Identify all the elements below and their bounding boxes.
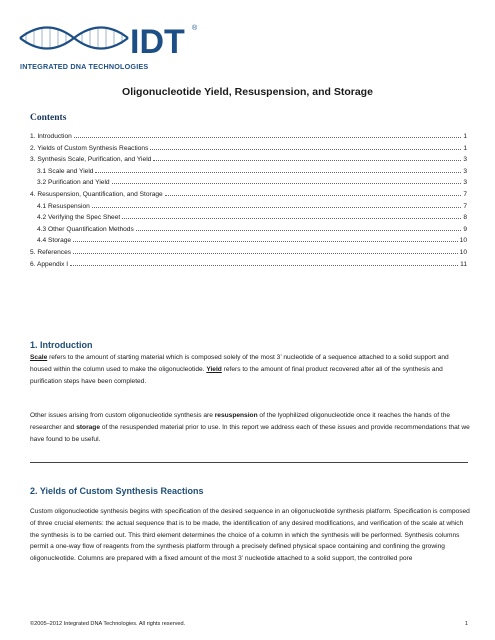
term-resuspension: resuspension [214,412,258,419]
toc-entry-label: 2. Yields of Custom Synthesis Reactions [30,144,149,152]
section-divider [30,462,468,463]
dna-helix-icon [20,28,128,49]
intro-paragraph-1: Scale refers to the amount of starting material which is composed solely of the most 3’ nucleotide of a sequence attached to a solid support and housed within the column used to make the oligonucleotide. Yield refers to the amount of final product recovered after all of the synthesis and purification steps have been completed. [30,354,449,385]
yields-paragraph-1: Custom oligonucleotide synthesis begins with specification of the desired sequence in an oligonucleotide synthesis platform. Specification is composed of three crucial elements: the actual sequence that is to be made, the identification of any desired modifications, and verification of the scale at which the synthesis is to be carried out. This third element determines the choice of a column in which the synthesis will be performed. Synthesis columns permit a one-way flow of reagents from the synthesis platform through a precisely defined physical space containing and confining the growing oligonucleotide. Columns are prepared with a fixed amount of the most 3’ nucleotide attached to a solid support, the controlled pore [30,508,470,563]
toc-entry-page: 7 [463,190,467,198]
toc-leader-dots [136,230,462,231]
toc-leader-dots [165,195,462,196]
toc-leader-dots [112,183,462,184]
table-of-contents [30,131,467,270]
term-yield: Yield [206,365,222,373]
toc-entry[interactable] [30,259,467,271]
term-scale: Scale [30,354,48,361]
section-heading-introduction: 1. Introduction [30,340,93,350]
toc-entry[interactable] [30,235,467,247]
toc-entry-label: 6. Appendix I [30,260,69,268]
toc-entry-page: 11 [460,260,467,268]
toc-entry-label: 3.1 Scale and Yield [37,167,94,175]
section-heading-yields: 2. Yields of Custom Synthesis Reactions [30,486,204,496]
toc-entry-label: 5. References [30,248,72,256]
toc-entry-label: 4. Resuspension, Quantification, and Storage [30,190,163,198]
toc-entry[interactable] [30,154,467,166]
toc-leader-dots [122,218,461,219]
toc-entry[interactable] [30,131,467,143]
toc-entry-page: 9 [463,225,467,233]
toc-entry-page: 1 [463,133,467,140]
toc-entry-label: 3.2 Purification and Yield [37,179,110,187]
toc-entry-page: 10 [459,248,467,256]
toc-entry-label: 4.3 Other Quantification Methods [37,225,134,233]
toc-leader-dots [74,137,462,138]
toc-entry-page: 3 [463,156,467,164]
page-footer [30,621,468,627]
toc-entry[interactable] [30,143,467,155]
footer-page-number: 1 [464,621,468,627]
toc-leader-dots [95,172,461,173]
document-title: Oligonucleotide Yield, Resuspension, and Storage [122,86,373,98]
logo-tagline: INTEGRATED DNA TECHNOLOGIES [20,62,149,71]
toc-entry[interactable] [30,189,467,201]
contents-heading: Contents [30,113,67,123]
toc-entry[interactable] [30,177,467,189]
toc-entry-page: 8 [463,214,467,222]
toc-entry-page: 3 [463,167,467,175]
toc-entry[interactable] [30,212,467,224]
toc-leader-dots [73,253,458,254]
toc-leader-dots [92,207,462,208]
toc-entry-label: 4.1 Resuspension [37,202,90,210]
toc-entry[interactable] [30,247,467,259]
toc-entry[interactable] [30,201,467,213]
toc-entry-label: 4.4 Storage [37,237,72,245]
toc-entry-label: 4.2 Verifying the Spec Sheet [37,214,121,222]
logo-wordmark: IDT [130,23,185,61]
toc-entry[interactable] [30,166,467,178]
registered-mark: ® [192,25,198,32]
toc-leader-dots [70,265,458,266]
toc-entry[interactable] [30,224,467,236]
toc-entry-label: 1. Introduction [30,133,72,140]
toc-leader-dots [73,241,458,242]
footer-copyright: ©2005–2012 Integrated DNA Technologies. All rights reserved. [30,621,186,627]
toc-entry-page: 10 [459,237,467,245]
intro-paragraph-2: Other issues arising from custom oligonucleotide synthesis are resuspension of the lyophilized oligonucleotide once it reaches the hands of the researcher and storage of the resuspended material prior to use. In this report we address each of these issues and provide recommendations that we have found to be useful. [30,412,470,443]
toc-entry-label: 3. Synthesis Scale, Purification, and Yield [30,156,152,164]
toc-leader-dots [153,160,461,161]
toc-leader-dots [150,149,461,150]
toc-entry-page: 7 [463,202,467,210]
toc-entry-page: 3 [463,179,467,187]
term-storage: storage [76,423,101,431]
toc-entry-page: 1 [463,144,467,152]
